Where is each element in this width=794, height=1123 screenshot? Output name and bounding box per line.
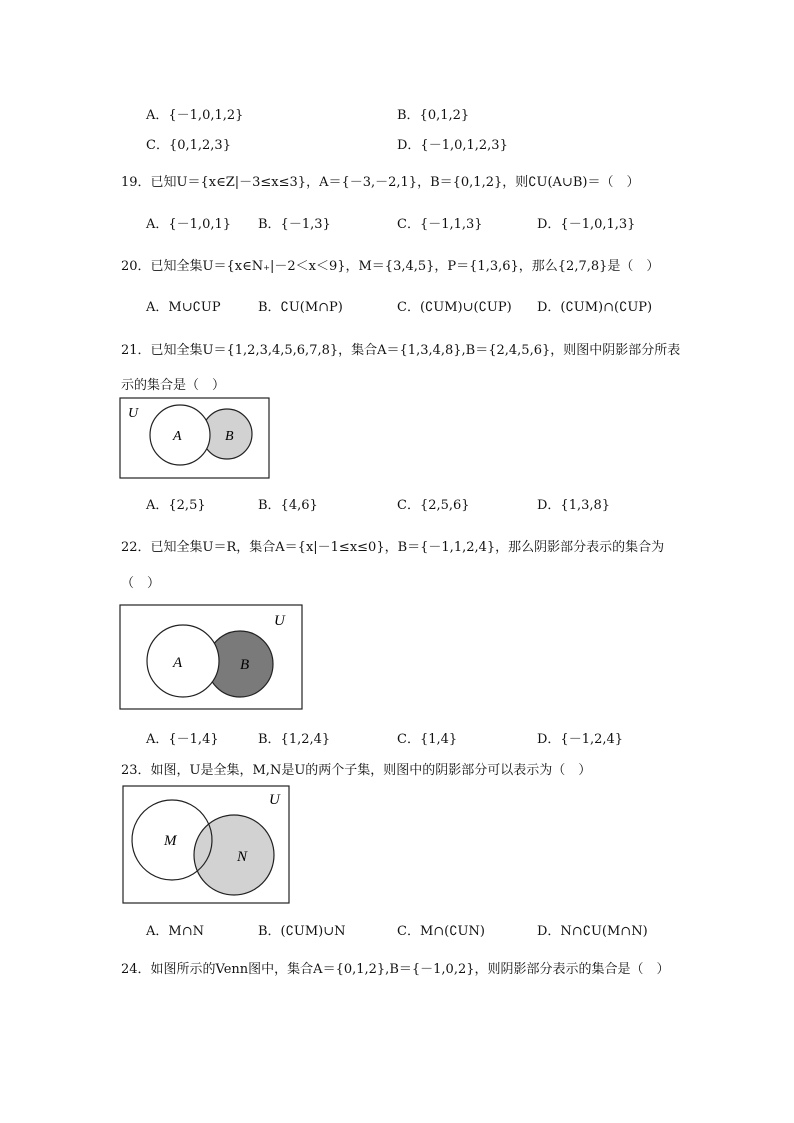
q21-option-d: D．{1,3,8} bbox=[537, 498, 611, 513]
q23-option-c: C．M∩(∁UN) bbox=[397, 924, 485, 939]
q22-set-a-circle bbox=[147, 625, 219, 697]
q22-venn-diagram bbox=[119, 604, 305, 712]
q23-set-n-circle bbox=[194, 815, 274, 895]
q22-option-b: B．{1,2,4} bbox=[258, 732, 331, 747]
q21-option-c: C．{2,5,6} bbox=[397, 498, 470, 513]
q23-set-m-label: M bbox=[164, 833, 177, 849]
q23-universe-label: U bbox=[269, 792, 280, 808]
q18-option-d: D．{－1,0,1,2,3} bbox=[397, 138, 508, 153]
q19-stem: 19．已知U＝{x∈Z|－3≤x≤3}，A＝{－3,－2,1}，B＝{0,1,2}，则∁U(A∪B)＝（ ） bbox=[121, 175, 640, 190]
q21-stem-line1: 21．已知全集U＝{1,2,3,4,5,6,7,8}，集合A＝{1,3,4,8},B＝{2,4,5,6}，则图中阴影部分所表 bbox=[121, 343, 681, 358]
q23-option-a: A．M∩N bbox=[146, 924, 204, 939]
q18-option-b: B．{0,1,2} bbox=[397, 108, 470, 123]
q22-stem-line2: （ ） bbox=[121, 576, 161, 591]
q22-option-c: C．{1,4} bbox=[397, 732, 458, 747]
q20-option-b: B．∁U(M∩P) bbox=[258, 300, 343, 315]
q18-option-a: A．{－1,0,1,2} bbox=[146, 108, 244, 123]
q24-stem: 24．如图所示的Venn图中，集合A＝{0,1,2},B＝{－1,0,2}，则阴影部分表示的集合是（ ） bbox=[121, 962, 670, 977]
q20-option-a: A．M∪∁UP bbox=[146, 300, 221, 315]
q23-option-b: B．(∁UM)∪N bbox=[258, 924, 346, 939]
q20-option-d: D．(∁UM)∩(∁UP) bbox=[537, 300, 653, 315]
q21-universe-label: U bbox=[128, 406, 139, 421]
q21-set-b-label: B bbox=[225, 429, 234, 444]
q22-universe-label: U bbox=[274, 613, 285, 629]
q22-stem-line1: 22．已知全集U＝R，集合A＝{x|－1≤x≤0}，B＝{－1,1,2,4}，那么阴影部分表示的集合为 bbox=[121, 540, 665, 555]
q19-option-b: B．{－1,3} bbox=[258, 217, 331, 232]
q22-set-a-label: A bbox=[173, 655, 183, 671]
q20-stem: 20．已知全集U＝{x∈N₊|－2＜x＜9}，M＝{3,4,5}，P＝{1,3,6}，那么{2,7,8}是（ ） bbox=[121, 259, 660, 274]
q21-stem-line2: 示的集合是（ ） bbox=[121, 378, 226, 393]
q23-set-n-label: N bbox=[237, 849, 248, 865]
q21-option-a: A．{2,5} bbox=[146, 498, 206, 513]
q22-set-b-label: B bbox=[240, 657, 250, 673]
q18-option-c: C．{0,1,2,3} bbox=[146, 138, 231, 153]
q23-option-d: D．N∩∁U(M∩N) bbox=[537, 924, 648, 939]
q19-option-c: C．{－1,1,3} bbox=[397, 217, 483, 232]
q23-stem: 23．如图，U是全集，M,N是U的两个子集，则图中的阴影部分可以表示为（ ） bbox=[121, 763, 592, 778]
q22-option-a: A．{－1,4} bbox=[146, 732, 219, 747]
q21-venn-diagram bbox=[119, 397, 271, 481]
q21-option-b: B．{4,6} bbox=[258, 498, 318, 513]
q19-option-a: A．{－1,0,1} bbox=[146, 217, 232, 232]
q21-set-a-label: A bbox=[173, 429, 182, 444]
q23-venn-diagram bbox=[121, 784, 293, 906]
q20-option-c: C．(∁UM)∪(∁UP) bbox=[397, 300, 512, 315]
q22-option-d: D．{－1,2,4} bbox=[537, 732, 624, 747]
q19-option-d: D．{－1,0,1,3} bbox=[537, 217, 636, 232]
